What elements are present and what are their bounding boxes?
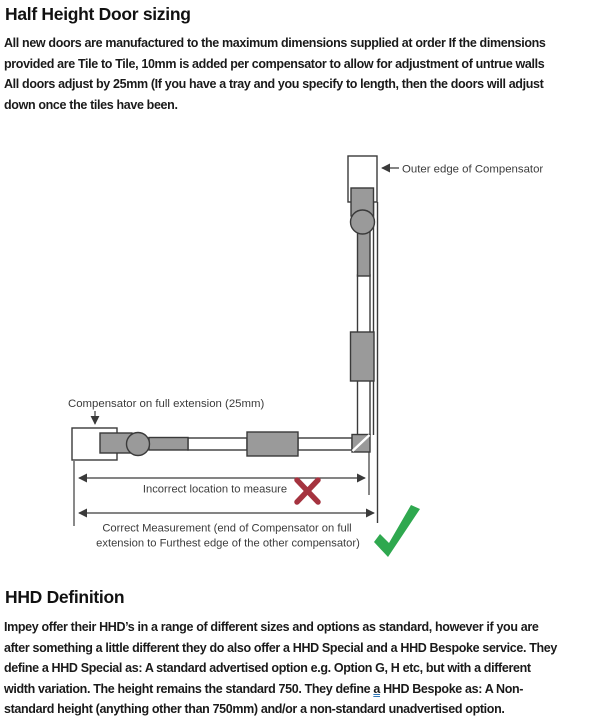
incorrect-x-icon: [297, 480, 318, 502]
hhd-definition-paragraph: [4, 617, 606, 720]
hhd-paragraph-line: standard height (anything other than 750mm) and/or a non-standard unadvertised option.: [4, 702, 505, 716]
line4-prefix: width variation. The height remains the standard 750. They define: [4, 681, 374, 696]
hhd-paragraph-line: define a HHD Special as: A standard advertised option e.g. Option G, H etc, but with a different: [4, 661, 531, 675]
door-sizing-diagram: [0, 140, 608, 585]
horizontal-slider-bar: [149, 438, 188, 451]
incorrect-label: Incorrect location to measure: [142, 483, 288, 496]
horizontal-clamp-block: [247, 432, 298, 456]
correct-label-line2: extension to Furthest edge of the other compensator): [96, 537, 360, 550]
grammar-marked-word: a: [373, 681, 380, 696]
horizontal-door-bar-right: [298, 438, 352, 450]
sizing-paragraph: [4, 33, 606, 115]
outer-edge-label: Outer edge of Compensator: [402, 163, 544, 176]
sizing-paragraph-line: provided are Tile to Tile, 10mm is added per compensator to allow for adjustment of untrue walls: [4, 56, 545, 71]
left-pivot-circle: [127, 433, 150, 456]
hhd-definition-title: HHD Definition: [5, 587, 125, 607]
sizing-paragraph-line: down once the tiles have been.: [4, 97, 178, 112]
sizing-paragraph-line: All doors adjust by 25mm (If you have a tray and you specify to length, then the doors will adjust: [4, 77, 544, 91]
line4-suffix: HHD Bespoke as: A Non-: [379, 681, 524, 696]
correct-label-line1: Correct Measurement (end of Compensator on full: [102, 522, 352, 535]
page-title: Half Height Door sizing: [5, 4, 191, 24]
hhd-paragraph-line: Impey offer their HHD’s in a range of different sizes and options as standard, however if you are: [4, 620, 539, 634]
vertical-clamp-block: [351, 332, 375, 381]
vertical-slider-bar: [358, 232, 371, 276]
hhd-paragraph-line: after something a little different they do also offer a HHD Special and a HHD Bespoke service. They: [4, 640, 558, 655]
top-pivot-circle: [351, 210, 375, 234]
extension-label: Compensator on full extension (25mm): [68, 398, 265, 410]
vertical-door-assembly: [348, 156, 378, 523]
sizing-paragraph-line: All new doors are manufactured to the maximum dimensions supplied at order If the dimensions: [4, 36, 546, 50]
hhd-paragraph-line: [4, 679, 606, 700]
horizontal-door-bar: [188, 438, 247, 450]
horizontal-door-assembly: [72, 428, 370, 460]
correct-check-icon: [374, 505, 420, 557]
